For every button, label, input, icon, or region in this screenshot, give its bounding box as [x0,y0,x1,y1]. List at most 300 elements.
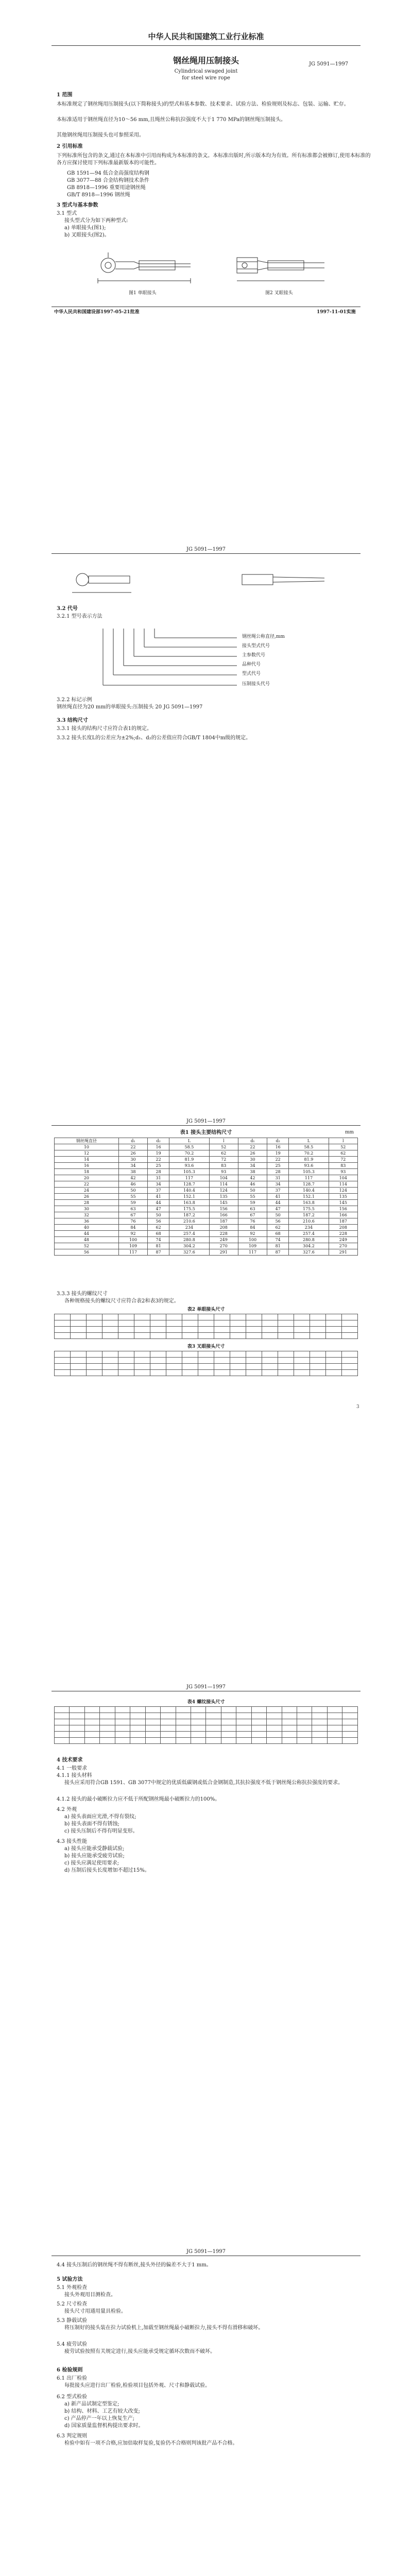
table-cell [71,1327,87,1333]
table-cell: 25 [267,1163,289,1169]
page-1 [0,0,412,546]
table-cell: 128.7 [289,1181,329,1188]
fig-diagram-b [232,562,335,598]
table-cell: 84 [118,1225,147,1231]
table-cell [236,1738,251,1744]
table-cell [150,1320,166,1327]
running-header: JG 5091—1997 [186,1684,226,1690]
table-cell [182,1320,198,1327]
table-cell [342,1364,358,1370]
table-cell [342,1370,358,1376]
table-cell: 19 [267,1150,289,1157]
s4-1-1: 4.1.1 接头材料 [57,1773,92,1778]
table-cell [71,1333,87,1339]
table-cell [115,1725,130,1732]
table-cell [161,1732,176,1738]
table-cell [55,1725,70,1732]
table-row [55,1719,358,1725]
code-label-2: 接头型式代号 [242,643,270,649]
table-cell [115,1738,130,1744]
table-cell: 92 [238,1231,267,1237]
table-cell [102,1358,118,1364]
table-cell [214,1358,230,1364]
table-cell [221,1707,236,1713]
table-cell: 117 [169,1175,209,1181]
table-cell [214,1333,230,1339]
s4-2: 4.2 外观 [57,1807,77,1812]
table-cell: 34 [267,1181,289,1188]
table-cell: 81 [267,1243,289,1249]
table-2 [54,1314,358,1339]
table-cell: 16 [55,1163,119,1169]
table-cell [134,1327,150,1333]
table-cell [246,1351,262,1358]
table-cell: 44 [55,1231,119,1237]
table-cell [161,1738,176,1744]
table-cell: 92 [118,1231,147,1237]
table-1 [54,1138,358,1256]
table-cell [326,1320,342,1327]
table-cell [150,1327,166,1333]
table-cell [251,1707,266,1713]
table-cell [115,1732,130,1738]
table-cell [166,1333,182,1339]
table1-header-cell: d₁ [118,1138,147,1144]
table-cell [145,1732,160,1738]
table-cell [230,1364,246,1370]
page-2 [0,546,412,1113]
table-row [55,1738,358,1744]
table-cell [84,1738,99,1744]
table-cell [267,1738,282,1744]
subtitle-en-1: Cylindrical swaged joint [174,69,238,74]
table-cell [70,1732,84,1738]
table-cell [342,1327,358,1333]
table-cell: 28 [267,1169,289,1175]
table-cell [294,1358,310,1364]
table-cell [182,1351,198,1358]
table-cell [246,1327,262,1333]
s3-3-3-p: 各种规格接头的螺纹尺寸应符合表2和表3的规定。 [64,1298,179,1304]
table-row [55,1218,358,1225]
section-5: 5 试验方法 [57,2277,83,2282]
table-cell [326,1351,342,1358]
example: 钢丝绳直径为20 mm的单眼接头:压制接头 20 JG 5091—1997 [57,704,203,710]
table-cell [182,1358,198,1364]
table-cell: 135 [209,1194,238,1200]
table-cell: 291 [209,1249,238,1256]
table-cell [327,1719,342,1725]
table-cell [251,1732,266,1738]
s1-p2: 本标准适用于钢丝绳直径为10～56 mm,且绳丝公称抗拉强度不大于1 770 MPa的钢丝绳压制接头。 [57,117,286,123]
table-cell: 56 [148,1218,169,1225]
table-row [55,1314,358,1320]
s6-2: 6.2 型式检验 [57,2394,88,2400]
table-cell [246,1364,262,1370]
table-cell: 70.2 [169,1150,209,1157]
table-cell [71,1358,87,1364]
table-cell: 100 [238,1237,267,1243]
table-row [55,1206,358,1212]
table-cell [150,1351,166,1358]
table-cell [236,1732,251,1738]
table-cell: 114 [209,1181,238,1188]
table-cell [150,1358,166,1364]
table-cell [55,1738,70,1744]
table-cell [71,1370,87,1376]
table-cell [214,1351,230,1358]
table-cell [100,1707,115,1713]
approved: 中华人民共和国建设部1997-05-21批准 [54,310,140,315]
table-cell [198,1314,214,1320]
table-cell [326,1358,342,1364]
table-cell [87,1327,102,1333]
table-cell: 83 [329,1163,357,1169]
table-cell: 68 [267,1231,289,1237]
table-cell [55,1351,71,1358]
table-row [55,1351,358,1358]
table-cell [118,1327,134,1333]
table-cell: 270 [329,1243,357,1249]
table-row [55,1231,358,1237]
table-cell [166,1364,182,1370]
table-cell [182,1327,198,1333]
table-cell: 187 [209,1218,238,1225]
table-cell [267,1725,282,1732]
table-cell [282,1738,297,1744]
table-cell: 187.2 [169,1212,209,1218]
table-cell: 304.2 [289,1243,329,1249]
table-cell [246,1314,262,1320]
table-cell [161,1707,176,1713]
table-cell: 228 [329,1231,357,1237]
s4-2-a: a) 接头表面应光滑,不得有裂纹; [64,1814,136,1820]
table-cell [130,1725,145,1732]
table-cell: 156 [209,1206,238,1212]
table-cell [310,1320,326,1327]
section-4: 4 技术要求 [57,1757,83,1763]
table-cell: 30 [238,1157,267,1163]
table-cell [87,1358,102,1364]
table-cell: 10 [55,1144,119,1150]
table-cell [145,1707,160,1713]
table-cell [342,1732,358,1738]
table-cell: 140.4 [169,1188,209,1194]
table-cell [246,1320,262,1327]
table-cell [198,1327,214,1333]
table-cell [198,1370,214,1376]
table-cell: 93 [209,1169,238,1175]
table-cell: 208 [209,1225,238,1231]
table-cell [297,1738,312,1744]
code-label-3: 主参数代号 [242,653,266,658]
table-cell [176,1713,191,1719]
table-cell [327,1725,342,1732]
s3-2: 3.2 代号 [57,606,78,612]
table1-title: 表1 接头主要结构尺寸 [180,1130,232,1136]
table-cell: 81.9 [169,1157,209,1163]
table-row [55,1732,358,1738]
table-cell [150,1333,166,1339]
table-cell [55,1719,70,1725]
table-cell [145,1719,160,1725]
table-cell [310,1370,326,1376]
table1-header-cell: d₂ [148,1138,169,1144]
table-cell: 46 [238,1181,267,1188]
table-cell: 145 [329,1200,357,1206]
table-cell: 16 [148,1144,169,1150]
table-cell: 38 [118,1169,147,1175]
table-cell [262,1314,278,1320]
table-cell: 50 [148,1212,169,1218]
table-cell: 210.6 [169,1218,209,1225]
s1-p3: 其他钢丝绳用压制接头也可参照采用。 [57,132,144,138]
table-cell [71,1314,87,1320]
table-cell: 31 [148,1175,169,1181]
table-cell [206,1738,221,1744]
table-cell [342,1314,358,1320]
table-cell: 140.4 [289,1188,329,1194]
table-3 [54,1351,358,1376]
table-cell [145,1713,160,1719]
table-row [55,1157,358,1163]
table-cell [297,1732,312,1738]
table-cell [267,1719,282,1725]
table-cell [161,1713,176,1719]
table-cell [71,1351,87,1358]
table-cell [262,1351,278,1358]
table-cell [214,1314,230,1320]
table-row [55,1327,358,1333]
table-cell [310,1333,326,1339]
table-cell [176,1719,191,1725]
s2-p: 下列标准所包含的条文,通过在本标准中引用而构成为本标准的条文。本标准出版时,所示版本均为有效。所有标准都会被修订,使用本标准的各方应探讨使用下列标准最新版本的可能性。 [57,153,371,166]
table-cell: 87 [267,1249,289,1256]
table-cell [182,1364,198,1370]
s4-4: 4.4 接头压制后的钢丝绳不得有断丝,接头外径的偏差不大于1 mm。 [57,2262,212,2268]
table-cell: 37 [148,1188,169,1194]
table-cell: 42 [238,1175,267,1181]
table-cell: 327.6 [169,1249,209,1256]
table-cell [100,1738,115,1744]
table-cell: 93.6 [169,1163,209,1169]
table1-unit: mm [345,1130,354,1135]
table-cell [327,1707,342,1713]
table-cell: 58.5 [169,1144,209,1150]
s6-2-a: a) 新产品试制定型鉴定; [64,2401,119,2407]
table-cell [310,1314,326,1320]
s3-1-p: 接头型式分为如下两种型式: [64,218,128,224]
table-cell: 234 [169,1225,209,1231]
code-label-5: 型式代号 [242,671,261,676]
table-cell [55,1707,70,1713]
table-cell: 59 [238,1200,267,1206]
table-cell [326,1370,342,1376]
table-cell [342,1725,358,1732]
table-cell [206,1732,221,1738]
table-cell [294,1320,310,1327]
table-4 [54,1706,358,1744]
table-cell [342,1351,358,1358]
table-cell: 50 [118,1188,147,1194]
table-cell [87,1370,102,1376]
table-cell [282,1707,297,1713]
table-cell: 76 [238,1218,267,1225]
table-cell: 52 [329,1144,357,1150]
table-cell [191,1707,205,1713]
table-cell [221,1732,236,1738]
table-cell [87,1364,102,1370]
table-cell [130,1719,145,1725]
table-cell: 228 [209,1231,238,1237]
table-cell: 22 [118,1144,147,1150]
table-cell: 63 [238,1206,267,1212]
table-cell [342,1320,358,1327]
s3-3: 3.3 结构尺寸 [57,718,88,723]
table-cell [71,1364,87,1370]
table-cell [326,1333,342,1339]
fig-diagram-a [67,562,139,598]
table-cell [182,1333,198,1339]
table-cell: 175.5 [169,1206,209,1212]
table-cell [278,1351,294,1358]
table-cell [262,1358,278,1364]
s5-3-p: 将压制好的接头装在拉力试验机上,加载至钢丝绳最小破断拉力,接头不得有滑移和破坏。 [64,2325,264,2331]
table-cell [327,1713,342,1719]
running-header: JG 5091—1997 [186,2249,226,2255]
table-cell [70,1707,84,1713]
table-cell: 163.8 [169,1200,209,1206]
table-cell: 128.7 [169,1181,209,1188]
table-cell [191,1719,205,1725]
table-cell: 280.8 [169,1237,209,1243]
table-cell [251,1713,266,1719]
table-cell [87,1320,102,1327]
s6-1-p: 每批接头应进行出厂检验,检验项目包括外观、尺寸和静载试验。 [64,2383,211,2388]
table-cell: 38 [238,1169,267,1175]
table-cell: 30 [118,1157,147,1163]
table-cell [297,1725,312,1732]
table-cell [130,1732,145,1738]
table-row [55,1243,358,1249]
table-cell [262,1364,278,1370]
table-cell: 59 [118,1200,147,1206]
table-cell: 44 [267,1200,289,1206]
table-cell [198,1358,214,1364]
table-cell [278,1314,294,1320]
table-cell: 19 [148,1150,169,1157]
table-cell [198,1320,214,1327]
table-row [55,1358,358,1364]
table-cell [278,1358,294,1364]
doc-title: 钢丝绳用压制接头 [173,56,239,65]
s5-2: 5.2 尺寸检查 [57,2301,88,2307]
table-cell [251,1738,266,1744]
table-cell: 93 [329,1169,357,1175]
table-cell: 104 [329,1175,357,1181]
table-cell [70,1719,84,1725]
ref-1: GB 1591—94 低合金高强度结构钢 [67,171,149,176]
table-cell [150,1314,166,1320]
s3-2-2: 3.2.2 标记示例 [57,697,92,703]
table-cell: 249 [329,1237,357,1243]
table-cell: 109 [118,1243,147,1249]
table-cell [198,1351,214,1358]
table-cell [294,1314,310,1320]
table-cell [191,1738,205,1744]
table-cell [102,1364,118,1370]
s6-2-c: c) 产品停产一年以上恢复生产; [64,2416,135,2421]
table-cell: 50 [267,1212,289,1218]
table-cell [310,1358,326,1364]
s5-1-p: 接头外观用目测检查。 [64,2292,116,2298]
table-cell: 32 [55,1212,119,1218]
table-cell: 24 [55,1188,119,1194]
table-cell: 40 [55,1225,119,1231]
table-cell: 28 [148,1169,169,1175]
table-cell [294,1370,310,1376]
s4-1-2: 4.1.2 接头的最小破断拉力应不低于所配钢丝绳最小破断拉力的100%。 [57,1797,220,1802]
table-cell [294,1351,310,1358]
table-cell: 34 [118,1163,147,1169]
table-cell [312,1732,327,1738]
table-cell [182,1370,198,1376]
table-cell [102,1370,118,1376]
table-cell [150,1370,166,1376]
table-cell [294,1327,310,1333]
table-cell [236,1713,251,1719]
section-2: 2 引用标准 [57,144,83,149]
table-cell [100,1725,115,1732]
s6-2-d: d) 国家质量监督机构提出要求时。 [64,2423,144,2429]
table-cell [70,1738,84,1744]
table1-header-cell: l [329,1138,357,1144]
page-3: JG 5091—1997 表1 接头主要结构尺寸 mm 钢丝绳直径 d₁ d₂ L l d₁ d₂ L l 10 22 16 58.5 52 22 16 58.5 52 12 26 19 70.2 62 26 19 70.2 62 14 30 22 81.9 72 30 22 81.9 72 16 34 25 93.6 83 34 25 93.6 83 18 38 28 105.3 93 38 28 105.3 93 20 42 31 117 104 42 31 117 104 22 46 34 128.7 114 46 34 128.7 114 24 50 37 140.4 124 50 37 140.4 124 26 55 41 152.1 135 55 41 152.1 135 28 59 44 163.8 145 59 44 163.8 145 30 63 47 175.5 156 63 47 175.5 156 32 67 50 187.2 166 67 50 187.2 166 36 76 56 210.6 187 76 56 210.6 187 40 84 62 234 208 84 62 234 208 44 92 68 257.4 228 92 68 257.4 228 48 100 74 280.8 249 100 74 280.8 249 52 109 81 304.2 270 109 81 304.2 270 56 117 87 327.6 291 117 87 327.6 291 3.3.3 接头的螺纹尺寸 各种规格接头的螺纹尺寸应符合表2和表3的规定。 表2 单眼接头尺寸 表3 叉眼接头尺寸 3 [0,1113,412,1680]
table-cell: 31 [267,1175,289,1181]
table-cell [118,1351,134,1358]
table-cell: 26 [238,1150,267,1157]
table-cell [214,1364,230,1370]
table-cell [246,1358,262,1364]
table-cell [230,1333,246,1339]
table-cell [236,1725,251,1732]
ref-2: GB 3077—88 合金结构钢技术条件 [67,178,149,183]
table-cell [84,1707,99,1713]
table-cell: 47 [267,1206,289,1212]
table-cell [134,1320,150,1327]
table-cell [55,1358,71,1364]
table-cell [118,1333,134,1339]
table-row [55,1212,358,1218]
table-cell [55,1364,71,1370]
table-cell: 37 [267,1188,289,1194]
table-cell [327,1738,342,1744]
table-cell [166,1320,182,1327]
table-cell: 74 [148,1237,169,1243]
table-cell [166,1358,182,1364]
table-row [55,1188,358,1194]
table-cell [118,1320,134,1327]
table-cell [342,1738,358,1744]
table-cell [198,1364,214,1370]
table-row [55,1181,358,1188]
table-cell [206,1713,221,1719]
table-cell [297,1707,312,1713]
table1-header-cell: d₁ [238,1138,267,1144]
table-cell: 187.2 [289,1212,329,1218]
code-label-6: 压制接头代号 [242,682,270,687]
table-cell: 34 [238,1163,267,1169]
